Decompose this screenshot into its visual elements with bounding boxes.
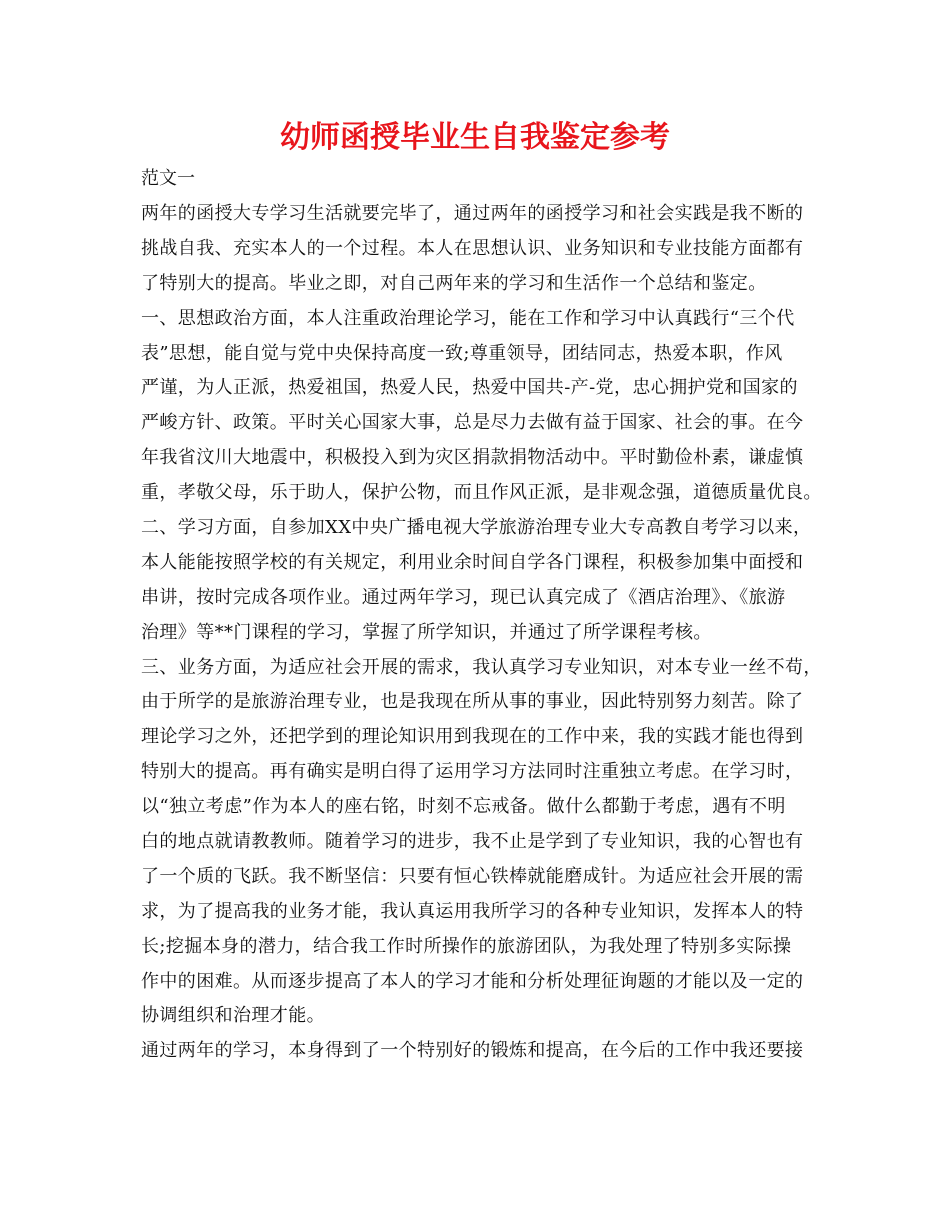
- text-line: 三、业务方面，为适应社会开展的需求，我认真学习专业知识，对本专业一丝不苟，: [141, 656, 822, 678]
- text-line: 理论学习之外，还把学到的理论知识用到我现在的工作中来，我的实践才能也得到: [141, 726, 804, 748]
- text-line: 重，孝敬父母，乐于助人，保护公物，而且作风正派，是非观念强，道德质量优良。: [141, 482, 822, 504]
- text-line: 严峻方针、政策。平时关心国家大事，总是尽力去做有益于国家、社会的事。在今: [141, 412, 804, 434]
- document-body: [141, 197, 841, 1069]
- text-line: 严谨，为人正派，热爱祖国，热爱人民，热爱中国共-产-党，忠心拥护党和国家的: [141, 377, 798, 399]
- text-line: 了一个质的飞跃。我不断坚信：只要有恒心铁棒就能磨成针。为适应社会开展的需: [141, 865, 804, 887]
- text-line: 本人能能按照学校的有关规定，利用业余时间自学各门课程，积极参加集中面授和: [141, 551, 804, 573]
- text-line: 两年的函授大专学习生活就要完毕了，通过两年的函授学习和社会实践是我不断的: [141, 203, 804, 224]
- text-line: 由于所学的是旅游治理专业，也是我现在所从事的事业，因此特别努力刻苦。除了: [141, 691, 804, 713]
- section-label: 范文一: [141, 168, 195, 189]
- text-line: 特别大的提高。再有确实是明白得了运用学习方法同时注重独立考虑。在学习时，: [141, 761, 804, 783]
- text-line: 治理》等**门课程的学习，掌握了所学知识，并通过了所学课程考核。: [141, 621, 712, 643]
- text-line: 串讲，按时完成各项作业。通过两年学习，现已认真完成了《酒店治理》、《旅游: [141, 586, 786, 608]
- text-line: 二、学习方面，自参加XX中央广播电视大学旅游治理专业大专高教自考学习以来，: [141, 517, 812, 539]
- text-line: 通过两年的学习，本身得到了一个特别好的锻炼和提高，在今后的工作中我还要接: [141, 1040, 804, 1062]
- text-line: 协调组织和治理才能。: [141, 1005, 325, 1027]
- text-line: 一、思想政治方面，本人注重政治理论学习，能在工作和学习中认真践行“三个代: [141, 307, 795, 329]
- document-title: 幼师函授毕业生自我鉴定参考: [280, 120, 670, 155]
- text-line: 作中的困难。从而逐步提高了本人的学习才能和分析处理征询题的才能以及一定的: [141, 970, 804, 992]
- text-line: 白的地点就请教教师。随着学习的进步，我不止是学到了专业知识，我的心智也有: [141, 831, 804, 853]
- text-line: 长;挖掘本身的潜力，结合我工作时所操作的旅游团队，为我处理了特别多实际操: [141, 935, 792, 957]
- text-line: 年我省汶川大地震中，积极投入到为灾区捐款捐物活动中。平时勤俭朴素，谦虚慎: [141, 447, 804, 469]
- text-line: 以“独立考虑”作为本人的座右铭，时刻不忘戒备。做什么都勤于考虑，遇有不明: [141, 796, 786, 818]
- text-line: 求，为了提高我的业务才能，我认真运用我所学习的各种专业知识，发挥本人的特: [141, 900, 804, 922]
- text-line: 了特别大的提高。毕业之即，对自己两年来的学习和生活作一个总结和鉴定。: [141, 272, 767, 294]
- text-line: 挑战自我、充实本人的一个过程。本人在思想认识、业务知识和专业技能方面都有: [141, 237, 804, 259]
- text-line: 表”思想，能自觉与党中央保持高度一致;尊重领导，团结同志，热爱本职，作风: [141, 342, 783, 364]
